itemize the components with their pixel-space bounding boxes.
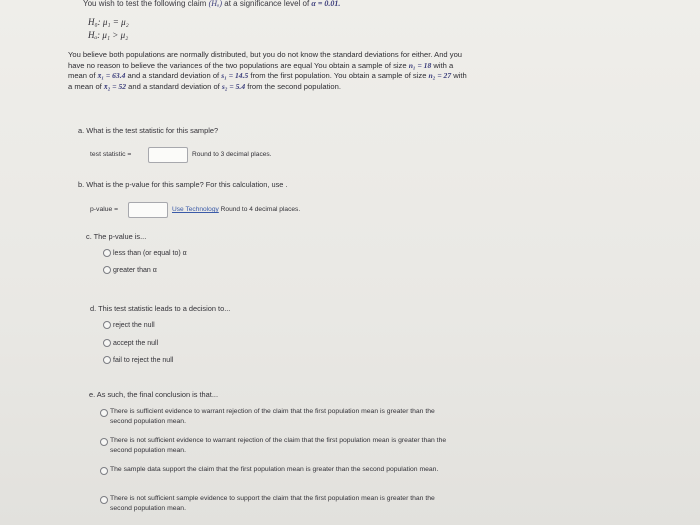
p-value-input[interactable] (128, 202, 168, 218)
conclusion-option-2[interactable] (100, 436, 455, 455)
desc-part: from the first population. You obtain a sample of size (248, 71, 429, 80)
option-label: greater than α (113, 266, 157, 274)
s2-value: s₂ = 5.4 (221, 81, 246, 91)
null-hypothesis: H₀: μ₁ = μ₂ (88, 17, 129, 27)
x2-value: x̄₂ = 52 (103, 81, 127, 91)
radio-button[interactable] (103, 356, 111, 364)
test-statistic-hint: Round to 3 decimal places. (192, 151, 272, 158)
n1-value: n₁ = 18 (408, 60, 432, 70)
radio-button[interactable] (103, 321, 111, 329)
intro-rest: at a significance level of (224, 0, 310, 8)
desc-part: from the second population. (245, 81, 341, 91)
desc-part: with a mean of (68, 60, 454, 80)
radio-button[interactable] (100, 496, 108, 504)
option-label: The sample data support the claim that the first population mean is greater than the second population mean. (110, 466, 439, 473)
intro-text: You wish to test the following claim (83, 0, 207, 8)
desc-part: and a standard deviation of (125, 71, 222, 80)
part-a-question: a. What is the test statistic for this sample? (78, 126, 219, 135)
p-value-hint-line (172, 206, 300, 213)
option-label: There is sufficient evidence to warrant rejection of the claim that the first population mean is greater than the second population mean. (110, 408, 435, 425)
alternative-hypothesis: Hₐ: μ₁ > μ₂ (88, 30, 129, 40)
part-d-question: d. This test statistic leads to a decision to... (90, 304, 231, 313)
intro-line (83, 0, 340, 8)
option-label: less than (or equal to) α (113, 249, 187, 257)
option-label: fail to reject the null (113, 356, 174, 364)
part-e-question: e. As such, the final conclusion is that... (89, 390, 218, 399)
option-label: There is not sufficient sample evidence to support the claim that the first population mean is greater than the second population mean. (110, 495, 435, 512)
x1-value: x̄₁ = 63.4 (97, 71, 126, 80)
radio-button[interactable] (100, 438, 108, 446)
desc-part: and a standard deviation of (126, 81, 222, 91)
n2-value: n₂ = 27 (428, 71, 452, 80)
conclusion-option-3[interactable] (100, 465, 445, 475)
desc-part: You believe both populations are normally distributed, but you do not know the standard deviations for either. And you have no reason to believe the variances of the two populations are equal You obtain a sample of size (68, 50, 463, 70)
test-statistic-label: test statistic = (90, 151, 132, 158)
option-label: There is not sufficient evidence to warrant rejection of the claim that the first population mean is greater than the second population mean. (110, 437, 447, 454)
p-value-label: p-value = (90, 206, 119, 213)
radio-button[interactable] (103, 339, 111, 347)
decision-option-reject[interactable] (103, 321, 155, 329)
p-value-option-greater[interactable] (103, 266, 157, 274)
conclusion-option-1[interactable] (100, 407, 450, 426)
decision-option-fail-to-reject[interactable] (103, 356, 173, 364)
decision-option-accept[interactable] (103, 339, 158, 347)
radio-button[interactable] (103, 266, 111, 274)
part-c-question: c. The p-value is... (86, 232, 147, 241)
claim-symbol: (Hₐ) (208, 0, 223, 8)
p-value-hint: Round to 4 decimal places. (220, 206, 301, 213)
radio-button[interactable] (103, 249, 111, 257)
desc-part: with a mean of (68, 71, 467, 91)
p-value-option-less[interactable] (103, 249, 187, 257)
s1-value: s₁ = 14.5 (221, 71, 249, 80)
use-technology-link[interactable]: Use Technology (172, 206, 219, 213)
test-statistic-input[interactable] (148, 147, 188, 163)
part-b-question: b. What is the p-value for this sample? For this calculation, use . (78, 180, 288, 189)
alpha-value: α = 0.01. (311, 0, 341, 8)
conclusion-option-4[interactable] (100, 494, 445, 513)
problem-description (68, 50, 468, 92)
option-label: reject the null (113, 321, 155, 329)
radio-button[interactable] (100, 467, 108, 475)
radio-button[interactable] (100, 409, 108, 417)
option-label: accept the null (113, 339, 159, 347)
